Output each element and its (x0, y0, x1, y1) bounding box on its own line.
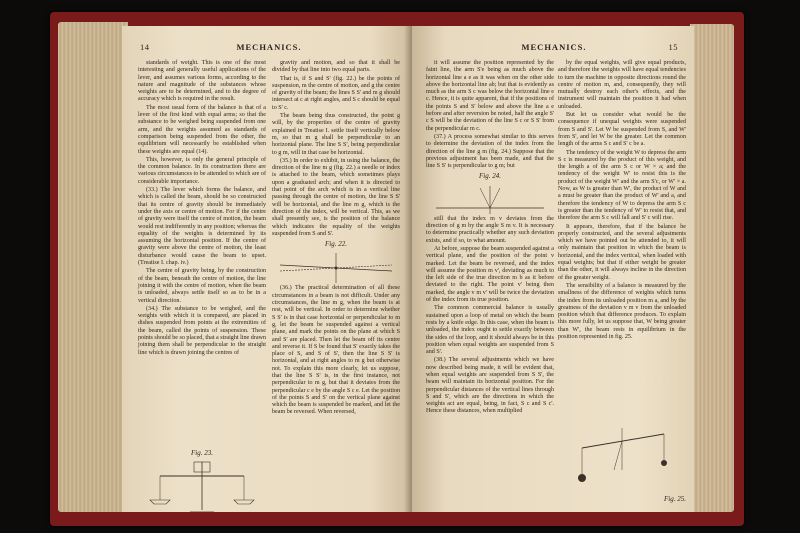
fig-24-diagram (426, 184, 554, 216)
left-page-header (140, 42, 398, 54)
paragraph: The centre of gravity being, by the construction of the beam, beneath the centre of motion, the line joining it with the centre of motion, when the beam is unloaded, always settle itself so as to be in a vertical direction. (138, 268, 266, 304)
left-column-2 (272, 60, 400, 418)
paragraph: (36.) The practical determination of all these circumstances in a beam is not difficult. Under any circumstances, the line m g, when the beam is at rest, will be vertical. In order to determine whether S S' is in that case horizontal or perpendicular to m g, let the beam be suspended against a vertical plane, and mark the points on the plane at which S and S' are placed. Then let the beam off its centre and reverse it. If S be found that S' exactly takes the place of S, and S of S', then the line S S' is horizontal, and at right angles to m g but otherwise not. To explain this more clearly, let us suppose, that the line S S' is, in the first instance, not perpendicular to m g, but that it deviates from the perpendicular c e by the angle S c e. Let the position of the points S and S' on the vertical plane against which the beam is suspended be marked, and let the beam be reversed. When reversed, (272, 285, 400, 416)
paragraph: by the equal weights, will give equal products, and therefore the weights will have equal tendencies to turn the machine in opposite directions round the centre of motion m, and, consequently, they will mutually destroy each other's effects, and the instrument will maintain the position it had when unloaded. (558, 60, 686, 110)
paragraph: The most usual form of the balance is that of a lever of the first kind with equal arms; so that the substance to be weighed being suspended from one arm, and the weights assumed as standards of comparison being suspended from the other, the equilibrium will necessarily be established when these weights are equal (14). (138, 104, 266, 155)
paragraph: standards of weight. This is one of the most interesting and generally useful applications of the lever, and assumes various forms, according to the nature and magnitude of the substances whose weights are to be determined, and to the degree of accuracy which is required in the result. (138, 60, 266, 103)
running-title: MECHANICS. (521, 42, 587, 52)
figure-caption: Fig. 23. (191, 449, 213, 457)
left-column-1 (138, 60, 266, 358)
fig-23-diagram (138, 460, 266, 512)
fig-25 (558, 426, 686, 506)
paragraph: still that the index m v deviates from the direction of g m by the angle S m v. It is necessary to determine practically whether any such deviation exists, and if so, to what amount. (426, 215, 554, 244)
figure-caption: Fig. 25. (664, 495, 686, 503)
paragraph: At before, suppose the beam suspended against a vertical plane, and the position of the point v marked. Let the beam be reversed, and the index will assume the position m v', deviating as much to the left side of the true direction m b as it before deviated to the right. The point v' being then marked, the angle v m v' will be twice the deviation of the index from its true position. (426, 245, 554, 304)
running-title: MECHANICS. (236, 42, 302, 52)
left-page (122, 26, 414, 512)
paragraph: That is, if S and S' (fig. 22.) be the points of suspension, m the centre of motion, and g the centre of gravity of the beam; the lines S S' and m g should intersect at c at right angles, and S c should be equal to S' c. (272, 75, 400, 111)
fig-25-diagram (558, 426, 686, 492)
paragraph: (35.) In order to exhibit, in using the balance, the direction of the line m g (fig. 22.) a needle or index is attached to the beam, which sometimes plays upon a graduated arch; and when it is directed to that point of the arch which is in a vertical line passing through the centre of motion, the line S S' will be horizontal, and the line m g, which is the direction of the index, will be vertical. This, as we shall presently see, is the position of the balance which indicates the equality of the weights suspended from S and S'. (272, 157, 400, 237)
paragraph: It appears, therefore, that if the balance be properly constructed, and the several adjustments which we have pointed out be attended to, it will only maintain that position in which the beam is horizontal, and the index vertical, when loaded with equal weights; but that if either weight be greater than the other, it will always incline in the direction of the greater weight. (558, 223, 686, 281)
fig-23 (138, 446, 266, 512)
paragraph: gravity and motion, and so that it shall be divided by that line into two equal parts. (272, 60, 400, 74)
paragraph: (34.) The substance to be weighed, and the weights with which it is compared, are placed in dishes suspended from points at the extremities of the beam, called the points of suspension. These points should be so placed, that a straight line drawn joining them shall be perpendicular to the straight line which is drawn joining the centres of (138, 305, 266, 356)
paragraph: it will assume the position represented by the faint line, the arm S'e being as much above the horizontal line a e as it was when on the other side above the horizontal line ab; but that is evidently as much as the arm S c was below the horizontal line e c. Hence, it is quite apparent, that if the positions of the points S and S' below and above the line a e before and after reversion be noted, half the angle S' c S will be the deviation of the line S c or S S' from the perpendicular m c. (426, 60, 554, 132)
paragraph: (33.) The lever which forms the balance, and which is called the beam, should be so constructed that its centre of gravity should be immediately under the axis or centre of motion. For if the centre of gravity were itself the centre of motion, the beam would rest indifferently in any position; whereas the equality of the weights is determined by its assuming the horizontal position. If the centre of gravity were above the centre of motion, the least disturbance would cause the beam to upset. (Treatise I. chap. iv.) (138, 187, 266, 267)
left-page-edges (58, 22, 128, 512)
paragraph: The beam being thus constructed, the point g will, by the properties of the centre of gravity explained in Treatise I. settle itself vertically below m, so that m g shall be perpendicular to an horizontal plane. The line S S', being perpendicular to g m, will in that case be horizontal. (272, 113, 400, 156)
page-number: 15 (668, 42, 678, 52)
right-page (412, 26, 694, 512)
paragraph: The common commercial balance is usually sustained upon a loop of metal on which the beam rests by a knife edge. In this case, when the beam is unloaded, the index ought to settle exactly between the sides of the loop, and it should always be in this position when equal weights are suspended from S and S'. (426, 305, 554, 356)
page-number: 14 (140, 42, 150, 52)
paragraph: (37.) A process somewhat similar to this serves to determine the deviation of the index from the direction of the line g m (fig. 24.) Suppose that the previous adjustment has been made, and that the line S S' is perpendicular to g m; but (426, 133, 554, 170)
right-column-1 (426, 60, 554, 417)
paragraph: The tendency of the weight W to depress the arm S c is measured by the product of this weight, and the length a of the arm S c or W × a; and the tendency of the weight W' to resist this is the product of the weight W' and the arm S'c, or W' × a. Now, as W is greater than W', the product of W and a must be greater than the product of W' and a, and therefore the tendency of W to depress the arm S c is greater than the tendency of W' to resist that, and therefore the arm S c will fall and S' c will rise. (558, 149, 686, 222)
right-page-header (430, 42, 678, 54)
paragraph: The sensibility of a balance is measured by the smallness of the difference of weights which turns the index from its unloaded position m a, and by the greatness of the deviation v m v from the unloaded position which that difference produces. To explain this more fully, let us suppose that, W being greater than W', the beam rests in equilibrium in the position represented in fig. 25. (558, 282, 686, 340)
figure-caption: Fig. 22. (325, 240, 347, 249)
right-page-edges (690, 24, 734, 512)
paragraph: (38.) The several adjustments which we have now described being made, it will be evident that, when equal weights are suspended from S S', the beam will maintain its horizontal position. For the perpendicular distances of the vertical lines through S and S', which are the directions in which the weights act are equal, being, in fact, S c and S c'. Hence these distances, when multiplied (426, 357, 554, 415)
paragraph: This, however, is only the general principle of the common balance. In its construction there are various circumstances to be attended to which are of considerable importance. (138, 156, 266, 185)
figure-caption: Fig. 24. (479, 172, 501, 181)
paragraph: But let us consider what would be the consequence if unequal weights were suspended from S and S'. Let W be suspended from S, and W' from S', and let W be the greater. Let the common length of the arms S c and S' c be a. (558, 112, 686, 148)
fig-22-diagram (272, 251, 400, 285)
right-column-2 (558, 60, 686, 342)
